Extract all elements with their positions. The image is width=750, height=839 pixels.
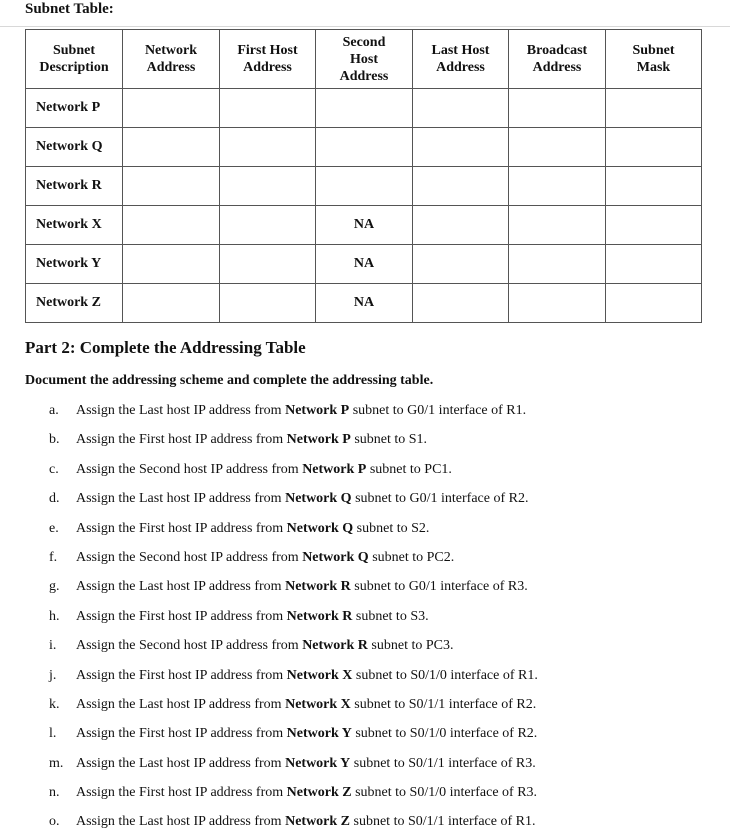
- item-text: [76, 809, 535, 835]
- item-text-before: Assign the Last host IP address from: [76, 491, 286, 507]
- item-text: [76, 751, 536, 777]
- table-cell[interactable]: [509, 89, 606, 128]
- item-network: Network X: [285, 696, 351, 712]
- item-letter: n.: [49, 785, 60, 801]
- item-text: [76, 633, 453, 659]
- column-header-last-host-address: [413, 30, 509, 89]
- item-text: [76, 604, 429, 630]
- table-cell[interactable]: [509, 284, 606, 323]
- table-row-network-p: [26, 89, 702, 128]
- table-cell[interactable]: [123, 167, 220, 206]
- item-letter: e.: [49, 520, 59, 536]
- table-cell-na: NA: [316, 206, 413, 245]
- item-network: Network P: [286, 432, 351, 448]
- item-text-before: Assign the Last host IP address from: [76, 814, 286, 830]
- header-line: Address: [146, 60, 196, 75]
- item-text-after: subnet to G0/1 interface of R3.: [350, 579, 528, 595]
- item-text-before: Assign the First host IP address from: [76, 432, 287, 448]
- item-text-after: subnet to S1.: [350, 432, 428, 448]
- header-line: Subnet: [632, 43, 675, 58]
- row-label: Network Q: [26, 128, 123, 167]
- item-text-after: subnet to S3.: [352, 608, 429, 624]
- header-line: Subnet: [52, 43, 96, 58]
- table-cell[interactable]: [316, 89, 413, 128]
- header-line: Address: [436, 60, 485, 75]
- item-text: [76, 692, 536, 718]
- top-divider: [0, 26, 730, 27]
- item-text-before: Assign the Second host IP address from: [76, 638, 303, 654]
- table-cell[interactable]: [606, 245, 702, 284]
- item-text-after: subnet to S0/1/0 interface of R2.: [351, 726, 538, 742]
- item-text-after: subnet to S0/1/1 interface of R2.: [350, 696, 537, 712]
- table-cell[interactable]: [220, 167, 316, 206]
- item-text-after: subnet to PC1.: [366, 461, 452, 477]
- item-text-before: Assign the Last host IP address from: [76, 579, 286, 595]
- table-row-network-x: [26, 206, 702, 245]
- column-header-network-address: [123, 30, 220, 89]
- column-header-subnet-mask: [606, 30, 702, 89]
- item-text-before: Assign the Second host IP address from: [76, 549, 303, 565]
- header-line: Second: [342, 34, 386, 50]
- row-label: Network R: [26, 167, 123, 206]
- item-text-after: subnet to PC3.: [367, 638, 454, 654]
- row-label: Network P: [26, 89, 123, 128]
- item-text: [76, 663, 538, 689]
- subnet-table: [25, 29, 702, 323]
- table-cell[interactable]: [123, 89, 220, 128]
- table-cell[interactable]: [606, 89, 702, 128]
- item-network: Network R: [285, 579, 351, 595]
- item-text: [76, 427, 427, 453]
- item-network: Network Y: [286, 726, 352, 742]
- item-letter: i.: [49, 638, 57, 654]
- item-text-before: Assign the First host IP address from: [76, 520, 287, 536]
- table-row-network-r: [26, 167, 702, 206]
- item-letter: c.: [49, 461, 59, 477]
- item-text-after: subnet to S0/1/0 interface of R1.: [352, 667, 538, 683]
- item-network: Network Q: [285, 491, 352, 507]
- header-line: Address: [532, 60, 582, 75]
- table-cell[interactable]: [316, 167, 413, 206]
- table-cell[interactable]: [220, 128, 316, 167]
- table-cell[interactable]: [220, 206, 316, 245]
- row-label: Network X: [26, 206, 123, 245]
- item-text: [76, 398, 526, 424]
- item-text: [76, 780, 537, 806]
- item-network: Network P: [285, 403, 350, 418]
- table-row-network-y: [26, 245, 702, 284]
- item-text-after: subnet to S0/1/0 interface of R3.: [351, 785, 538, 801]
- table-cell[interactable]: [413, 167, 509, 206]
- table-cell[interactable]: [220, 245, 316, 284]
- item-letter: m.: [49, 755, 64, 771]
- item-text-before: Assign the Second host IP address from: [76, 461, 303, 477]
- item-letter: l.: [49, 726, 57, 742]
- row-label: Network Y: [26, 245, 123, 284]
- table-cell[interactable]: [413, 89, 509, 128]
- item-text: [76, 486, 528, 512]
- header-line: Mask: [636, 60, 671, 75]
- column-header-first-host-address: [220, 30, 316, 89]
- subnet-table-heading: Subnet Table:: [25, 1, 114, 17]
- item-text-after: subnet to S0/1/1 interface of R3.: [350, 755, 536, 771]
- item-letter: f.: [49, 549, 58, 565]
- item-text-before: Assign the First host IP address from: [76, 785, 287, 801]
- item-network: Network Z: [285, 814, 351, 830]
- column-header-subnet-description: [26, 30, 123, 89]
- item-text-after: subnet to S2.: [353, 520, 430, 536]
- item-network: Network P: [302, 461, 367, 477]
- table-cell[interactable]: [606, 167, 702, 206]
- item-text-before: Assign the First host IP address from: [76, 667, 287, 683]
- item-text-before: Assign the First host IP address from: [76, 726, 287, 742]
- item-letter: o.: [49, 814, 60, 830]
- item-text: [76, 545, 454, 571]
- item-text-before: Assign the Last host IP address from: [76, 696, 286, 712]
- table-row-network-z: [26, 284, 702, 323]
- header-line: First Host: [237, 43, 298, 58]
- header-line: Description: [39, 60, 109, 75]
- header-line: Address: [339, 68, 389, 84]
- table-cell[interactable]: [509, 128, 606, 167]
- table-cell-na: NA: [316, 284, 413, 323]
- item-letter: g.: [49, 579, 60, 595]
- table-cell[interactable]: [606, 128, 702, 167]
- item-text-before: Assign the First host IP address from: [76, 608, 287, 624]
- item-letter: j.: [49, 667, 57, 683]
- table-cell[interactable]: [123, 284, 220, 323]
- subnet-table-header-row: [26, 30, 702, 89]
- item-text-before: Assign the Last host IP address from: [76, 403, 286, 418]
- table-cell[interactable]: [509, 167, 606, 206]
- item-network: Network Z: [286, 785, 352, 801]
- table-cell[interactable]: [606, 284, 702, 323]
- item-network: Network Q: [286, 520, 354, 536]
- item-letter: d.: [49, 491, 60, 507]
- table-cell[interactable]: [413, 245, 509, 284]
- table-cell[interactable]: [509, 206, 606, 245]
- item-letter: b.: [49, 432, 60, 448]
- column-header-second-host-address: [316, 30, 413, 89]
- item-network: Network R: [302, 638, 368, 654]
- item-text-after: subnet to PC2.: [368, 549, 455, 565]
- table-cell[interactable]: [123, 128, 220, 167]
- item-letter: a.: [49, 403, 59, 418]
- table-cell[interactable]: [413, 128, 509, 167]
- table-cell[interactable]: [413, 206, 509, 245]
- part2-intro: Document the addressing scheme and complete the addressing table.: [25, 373, 434, 388]
- item-text: [76, 457, 452, 483]
- table-cell-na: NA: [316, 245, 413, 284]
- table-cell[interactable]: [123, 206, 220, 245]
- part2-title: Part 2: Complete the Addressing Table: [25, 338, 306, 357]
- column-header-broadcast-address: [509, 30, 606, 89]
- item-text-before: Assign the Last host IP address from: [76, 755, 286, 771]
- table-cell[interactable]: [220, 284, 316, 323]
- header-line: Broadcast: [526, 43, 588, 58]
- item-text: [76, 574, 528, 600]
- item-network: Network X: [286, 667, 353, 683]
- item-text-after: subnet to S0/1/1 interface of R1.: [350, 814, 536, 830]
- table-cell[interactable]: [509, 245, 606, 284]
- table-row-network-q: [26, 128, 702, 167]
- header-line: Address: [243, 60, 292, 75]
- item-network: Network Y: [285, 755, 351, 771]
- row-label: Network Z: [26, 284, 123, 323]
- item-network: Network Q: [302, 549, 369, 565]
- table-cell[interactable]: [316, 128, 413, 167]
- table-cell[interactable]: [413, 284, 509, 323]
- item-network: Network R: [286, 608, 353, 624]
- table-cell[interactable]: [123, 245, 220, 284]
- item-letter: k.: [49, 696, 60, 712]
- header-line: Network: [144, 43, 198, 58]
- item-text: [76, 516, 429, 542]
- item-letter: h.: [49, 608, 60, 624]
- item-text-after: subnet to G0/1 interface of R2.: [351, 491, 529, 507]
- item-text-after: subnet to G0/1 interface of R1.: [349, 403, 527, 418]
- table-cell[interactable]: [220, 89, 316, 128]
- table-cell[interactable]: [606, 206, 702, 245]
- header-line: Last Host: [431, 43, 490, 58]
- item-text: [76, 721, 537, 747]
- header-line: Host: [350, 51, 378, 67]
